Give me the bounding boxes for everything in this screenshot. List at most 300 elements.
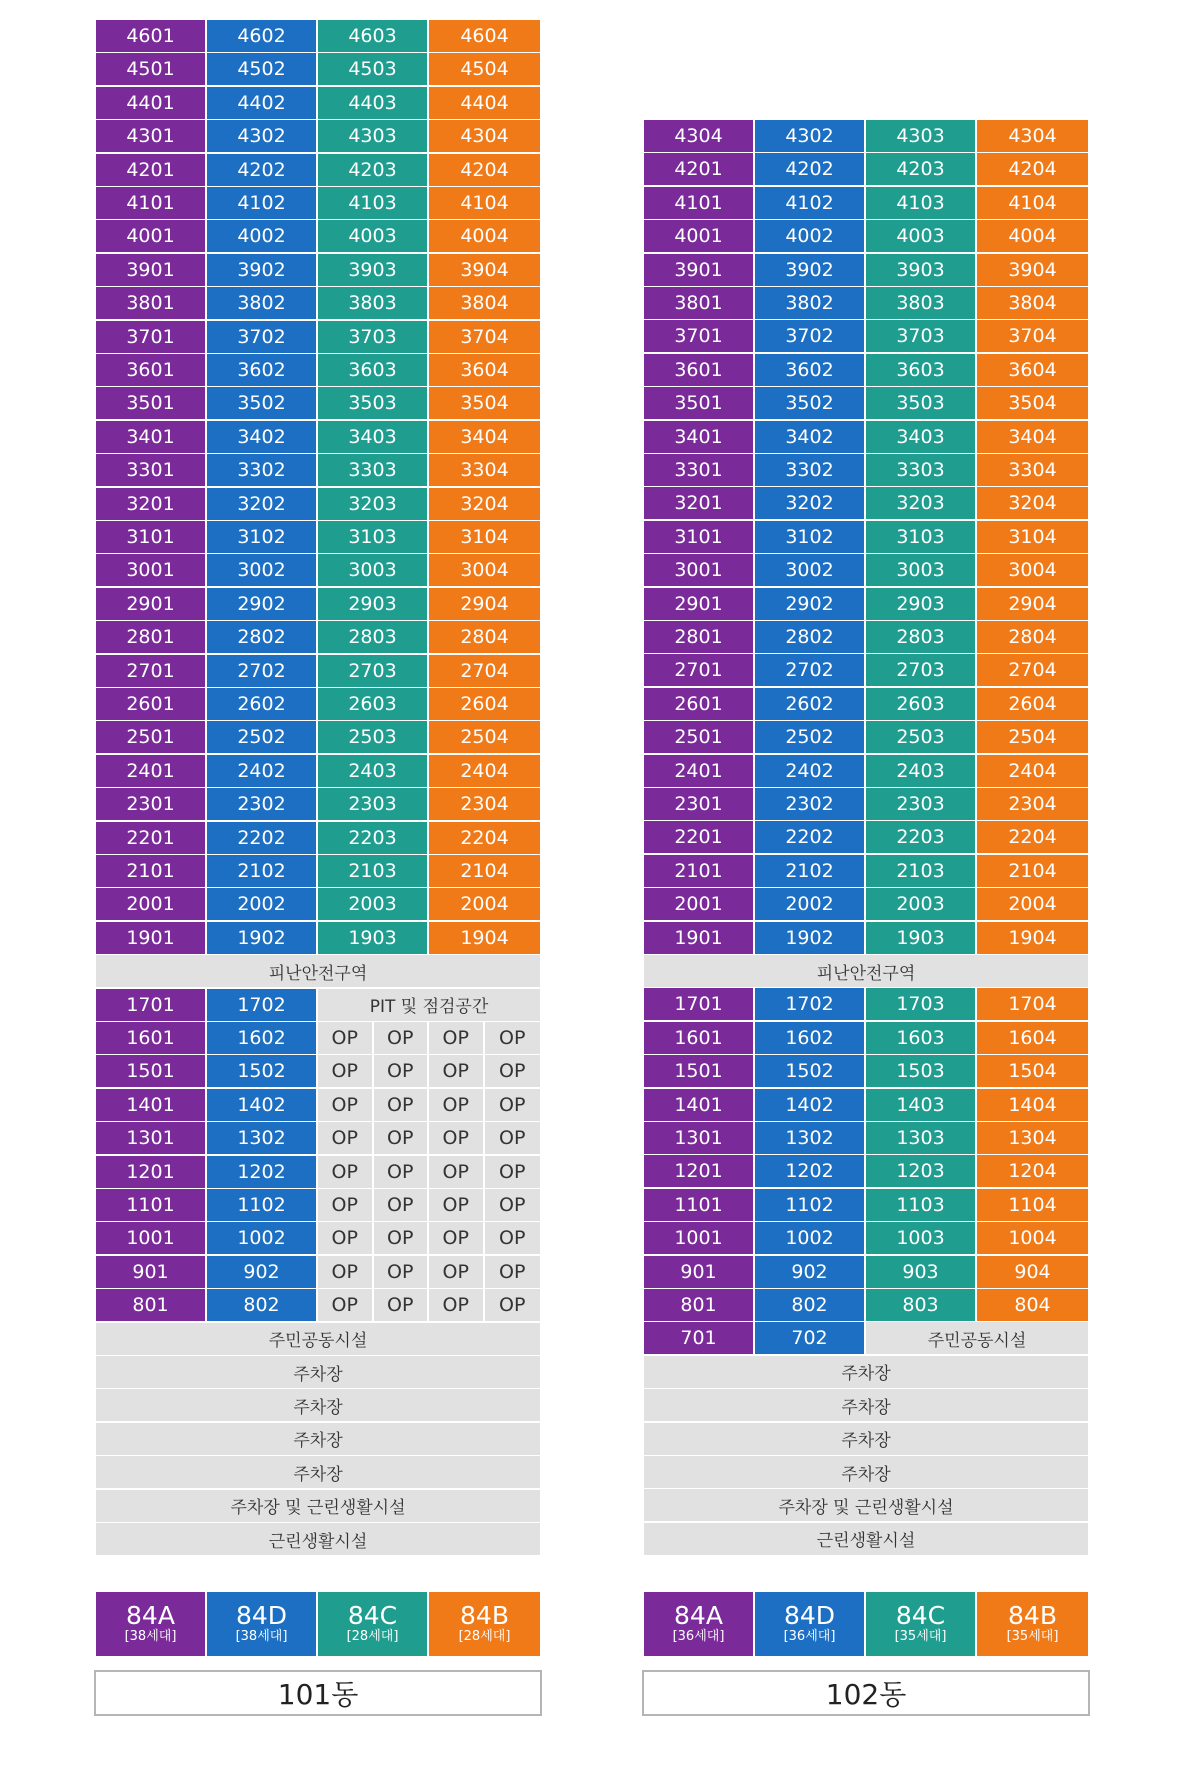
unit-cell: 3103: [866, 521, 977, 553]
unit-cell: 2002: [755, 888, 866, 920]
unit-cell: 4201: [96, 154, 207, 186]
unit-cell: 3404: [429, 421, 540, 453]
unit-cell: 2004: [977, 888, 1088, 920]
unit-cell: 4602: [207, 20, 318, 52]
unit-cell: 3702: [755, 320, 866, 352]
open-space-cell: OP: [374, 1256, 430, 1288]
unit-cell: 3304: [429, 454, 540, 486]
unit-cell: 3403: [866, 421, 977, 453]
unit-cell: 2001: [96, 888, 207, 920]
unit-cell: 4004: [977, 220, 1088, 252]
unit-cell: 1602: [207, 1022, 318, 1054]
facility-label: 주민공동시설: [96, 1323, 540, 1355]
unit-cell: 3301: [644, 454, 755, 486]
unit-cell: 3904: [977, 254, 1088, 286]
unit-cell: 2601: [644, 688, 755, 720]
unit-cell: 1502: [755, 1055, 866, 1087]
open-space-cell: OP: [429, 1289, 485, 1321]
facility-label: 주차장: [96, 1389, 540, 1421]
unit-cell: 2203: [318, 822, 429, 854]
unit-cell: 2701: [644, 654, 755, 686]
unit-cell: 3503: [318, 387, 429, 419]
unit-cell: 3103: [318, 521, 429, 553]
unit-cell: 1001: [644, 1222, 755, 1254]
unit-type-legend-item: [866, 1592, 977, 1656]
open-space-cell: OP: [374, 1289, 430, 1321]
unit-cell: 902: [755, 1256, 866, 1288]
unit-cell: 2101: [644, 855, 755, 887]
unit-cell: 2001: [644, 888, 755, 920]
unit-cell: 2903: [318, 588, 429, 620]
unit-cell: 4601: [96, 20, 207, 52]
unit-cell: 803: [866, 1289, 977, 1321]
unit-cell: 2702: [207, 655, 318, 687]
open-space-cell: OP: [485, 1122, 541, 1154]
unit-cell: 3901: [644, 254, 755, 286]
unit-cell: 2301: [96, 788, 207, 820]
floor-row: [96, 20, 540, 52]
unit-cell: 1304: [977, 1122, 1088, 1154]
unit-cell: 3301: [96, 454, 207, 486]
unit-cell: 801: [644, 1289, 755, 1321]
unit-cell: 3901: [96, 254, 207, 286]
floor-row: [96, 1490, 540, 1522]
unit-cell: 3602: [207, 354, 318, 386]
unit-cell: 4403: [318, 87, 429, 119]
unit-cell: 3402: [207, 421, 318, 453]
unit-cell: 1701: [96, 989, 207, 1021]
unit-cell: 3002: [755, 554, 866, 586]
floor-row: [96, 655, 540, 687]
floor-row: [644, 755, 1088, 787]
open-space-cell: OP: [429, 1222, 485, 1254]
unit-cell: 3202: [755, 487, 866, 519]
unit-cell: 1904: [977, 922, 1088, 954]
open-space-cell: OP: [318, 1122, 374, 1154]
floor-row: [96, 421, 540, 453]
unit-cell: 3504: [429, 387, 540, 419]
unit-cell: 3504: [977, 387, 1088, 419]
unit-cell: 2801: [96, 621, 207, 653]
unit-cell: 2603: [866, 688, 977, 720]
unit-cell: 2803: [866, 621, 977, 653]
floor-row: [644, 1389, 1088, 1421]
floor-row: [644, 1155, 1088, 1187]
floor-row: [644, 320, 1088, 352]
unit-cell: 4203: [318, 154, 429, 186]
unit-cell: 2103: [866, 855, 977, 887]
floor-row: [96, 1256, 540, 1288]
unit-cell: 4301: [96, 120, 207, 152]
unit-cell: 3802: [755, 287, 866, 319]
unit-cell: 2303: [318, 788, 429, 820]
unit-cell: 702: [755, 1322, 866, 1354]
open-space-cell: OP: [374, 1222, 430, 1254]
floor-row: [644, 1489, 1088, 1521]
unit-cell: 1203: [866, 1155, 977, 1187]
unit-cell: 3502: [755, 387, 866, 419]
floor-row: [96, 1456, 540, 1488]
floor-row: [96, 154, 540, 186]
open-space-cell: OP: [374, 1156, 430, 1188]
unit-type-legend-item: [755, 1592, 866, 1656]
unit-cell: 3302: [755, 454, 866, 486]
unit-cell: 4201: [644, 153, 755, 185]
unit-cell: 2401: [644, 755, 755, 787]
facility-label: 주차장: [96, 1356, 540, 1388]
floor-row: [644, 1289, 1088, 1321]
building-102-unit-legend: [644, 1592, 1088, 1656]
unit-cell: 3004: [429, 554, 540, 586]
open-space-cell: OP: [374, 1189, 430, 1221]
unit-cell: 1002: [207, 1222, 318, 1254]
facility-label: 주차장: [644, 1456, 1088, 1488]
unit-cell: 3302: [207, 454, 318, 486]
floor-row: [96, 1523, 540, 1555]
unit-cell: 2704: [429, 655, 540, 687]
unit-cell: 4404: [429, 87, 540, 119]
unit-cell: 1201: [96, 1156, 207, 1188]
unit-cell: 4304: [429, 120, 540, 152]
unit-cell: 3204: [429, 488, 540, 520]
unit-cell: 2901: [644, 588, 755, 620]
floor-row: [96, 87, 540, 119]
unit-cell: 3802: [207, 287, 318, 319]
floor-row: [644, 1322, 1088, 1354]
unit-cell: 1101: [644, 1189, 755, 1221]
floor-row: [644, 1456, 1088, 1488]
unit-cell: 1702: [755, 988, 866, 1020]
floor-row: [644, 855, 1088, 887]
unit-cell: 1101: [96, 1189, 207, 1221]
unit-cell: 4503: [318, 53, 429, 85]
floor-row: [96, 220, 540, 252]
unit-cell: 2201: [96, 822, 207, 854]
unit-cell: 3001: [96, 554, 207, 586]
floor-row: [644, 153, 1088, 185]
unit-cell: 2301: [644, 788, 755, 820]
unit-cell: 3203: [866, 487, 977, 519]
unit-cell: 802: [207, 1289, 318, 1321]
unit-cell: 4102: [207, 187, 318, 219]
open-space-cell: OP: [485, 1055, 541, 1087]
unit-cell: 1102: [755, 1189, 866, 1221]
unit-type-legend-item: [96, 1592, 207, 1656]
floor-row: [96, 1156, 540, 1188]
unit-cell: 4001: [96, 220, 207, 252]
floor-row: [96, 688, 540, 720]
unit-cell: 4402: [207, 87, 318, 119]
unit-cell: 3003: [866, 554, 977, 586]
unit-cell: 2404: [977, 755, 1088, 787]
floor-row: [96, 721, 540, 753]
floor-row: [96, 120, 540, 152]
unit-cell: 2304: [429, 788, 540, 820]
unit-cell: 3601: [96, 354, 207, 386]
unit-cell: 2102: [207, 855, 318, 887]
unit-cell: 4304: [977, 120, 1088, 152]
unit-cell: 4003: [866, 220, 977, 252]
unit-cell: 2403: [318, 755, 429, 787]
unit-cell: 1701: [644, 988, 755, 1020]
unit-cell: 4302: [207, 120, 318, 152]
unit-cell: 3804: [977, 287, 1088, 319]
unit-cell: 4303: [866, 120, 977, 152]
floor-row: [644, 354, 1088, 386]
unit-cell: 2701: [96, 655, 207, 687]
unit-cell: 904: [977, 1256, 1088, 1288]
unit-cell: 3704: [429, 321, 540, 353]
unit-cell: 3101: [96, 521, 207, 553]
unit-cell: 2201: [644, 821, 755, 853]
floor-row: [644, 387, 1088, 419]
unit-cell: 3601: [644, 354, 755, 386]
floor-row: [96, 1389, 540, 1421]
unit-count-label: [38세대]: [124, 1629, 177, 1644]
unit-count-label: [38세대]: [235, 1629, 288, 1644]
unit-cell: 1603: [866, 1022, 977, 1054]
unit-cell: 2402: [207, 755, 318, 787]
floor-row: [644, 554, 1088, 586]
unit-cell: 4501: [96, 53, 207, 85]
unit-cell: 2501: [644, 721, 755, 753]
open-space-cell: OP: [374, 1122, 430, 1154]
unit-cell: 2003: [318, 888, 429, 920]
floor-row: [96, 888, 540, 920]
facility-label: 주차장: [644, 1389, 1088, 1421]
unit-cell: 3702: [207, 321, 318, 353]
open-space-cell: OP: [429, 1156, 485, 1188]
facility-label: 피난안전구역: [96, 955, 540, 987]
unit-cell: 3101: [644, 521, 755, 553]
unit-cell: 3003: [318, 554, 429, 586]
floor-row: [96, 621, 540, 653]
unit-cell: 3403: [318, 421, 429, 453]
unit-cell: 2901: [96, 588, 207, 620]
unit-cell: 802: [755, 1289, 866, 1321]
unit-cell: 1901: [96, 922, 207, 954]
unit-cell: 3104: [429, 521, 540, 553]
unit-cell: 1702: [207, 989, 318, 1021]
floor-row: [644, 654, 1088, 686]
unit-cell: 2504: [977, 721, 1088, 753]
unit-cell: 2203: [866, 821, 977, 853]
floor-row: [96, 254, 540, 286]
floor-row: [644, 421, 1088, 453]
floor-row: [644, 1222, 1088, 1254]
unit-cell: 2103: [318, 855, 429, 887]
unit-type-label: 84A: [126, 1601, 175, 1630]
open-space-cell: OP: [429, 1122, 485, 1154]
floor-row: [96, 1222, 540, 1254]
unit-type-label: 84A: [674, 1601, 723, 1630]
unit-count-label: [28세대]: [346, 1629, 399, 1644]
unit-cell: 1401: [644, 1089, 755, 1121]
open-space-cell: OP: [318, 1055, 374, 1087]
unit-cell: 2504: [429, 721, 540, 753]
unit-cell: 3204: [977, 487, 1088, 519]
unit-cell: 903: [866, 1256, 977, 1288]
open-space-cell: OP: [429, 1022, 485, 1054]
facility-label: 주민공동시설: [866, 1322, 1088, 1354]
unit-type-label: 84B: [460, 1601, 509, 1630]
unit-cell: 3902: [755, 254, 866, 286]
unit-cell: 1103: [866, 1189, 977, 1221]
unit-cell: 4004: [429, 220, 540, 252]
floor-row: [96, 1423, 540, 1455]
unit-cell: 3701: [96, 321, 207, 353]
unit-cell: 804: [977, 1289, 1088, 1321]
unit-cell: 701: [644, 1322, 755, 1354]
facility-label: 주차장 및 근린생활시설: [644, 1489, 1088, 1521]
floor-row: [96, 955, 540, 987]
unit-cell: 2604: [429, 688, 540, 720]
unit-cell: 4202: [207, 154, 318, 186]
unit-cell: 3902: [207, 254, 318, 286]
building-101-unit-legend: [96, 1592, 540, 1656]
unit-cell: 1601: [96, 1022, 207, 1054]
floor-row: [644, 688, 1088, 720]
unit-cell: 4101: [96, 187, 207, 219]
unit-cell: 2602: [755, 688, 866, 720]
open-space-cell: OP: [485, 1289, 541, 1321]
floor-row: [96, 1289, 540, 1321]
unit-cell: 3704: [977, 320, 1088, 352]
floor-row: [96, 1022, 540, 1054]
floor-row: [96, 321, 540, 353]
open-space-cell: OP: [485, 1256, 541, 1288]
unit-cell: 1602: [755, 1022, 866, 1054]
building-102-stack: [644, 120, 1088, 1557]
unit-cell: 2002: [207, 888, 318, 920]
open-space-cell: OP: [318, 1156, 374, 1188]
unit-cell: 3402: [755, 421, 866, 453]
unit-cell: 3602: [755, 354, 866, 386]
floor-row: [644, 1523, 1088, 1555]
unit-cell: 2503: [866, 721, 977, 753]
floor-row: [96, 454, 540, 486]
unit-cell: 3703: [318, 321, 429, 353]
unit-cell: 1004: [977, 1222, 1088, 1254]
facility-label: 주차장: [644, 1423, 1088, 1455]
unit-cell: 1102: [207, 1189, 318, 1221]
unit-cell: 2703: [866, 654, 977, 686]
unit-cell: 2004: [429, 888, 540, 920]
unit-cell: 2204: [429, 822, 540, 854]
unit-cell: 4603: [318, 20, 429, 52]
unit-cell: 1902: [207, 922, 318, 954]
unit-cell: 2104: [977, 855, 1088, 887]
facility-label: 주차장 및 근린생활시설: [96, 1490, 540, 1522]
unit-cell: 2404: [429, 755, 540, 787]
unit-cell: 1502: [207, 1055, 318, 1087]
open-space-cell: OP: [485, 1222, 541, 1254]
facility-label: 주차장: [644, 1356, 1088, 1388]
open-space-cell: OP: [318, 1189, 374, 1221]
unit-type-legend-item: [644, 1592, 755, 1656]
unit-cell: 2104: [429, 855, 540, 887]
unit-cell: 1401: [96, 1089, 207, 1121]
unit-cell: 902: [207, 1256, 318, 1288]
unit-cell: 1903: [318, 922, 429, 954]
open-space-cell: OP: [485, 1022, 541, 1054]
unit-cell: 2302: [755, 788, 866, 820]
floor-row: [96, 554, 540, 586]
unit-cell: 3203: [318, 488, 429, 520]
unit-count-label: [28세대]: [458, 1629, 511, 1644]
unit-cell: 4002: [755, 220, 866, 252]
unit-cell: 4302: [755, 120, 866, 152]
unit-cell: 3603: [866, 354, 977, 386]
unit-cell: 2402: [755, 755, 866, 787]
unit-cell: 2703: [318, 655, 429, 687]
unit-cell: 2902: [207, 588, 318, 620]
unit-cell: 2101: [96, 855, 207, 887]
unit-cell: 4204: [429, 154, 540, 186]
floor-row: [96, 788, 540, 820]
unit-cell: 2202: [755, 821, 866, 853]
unit-cell: 3201: [96, 488, 207, 520]
unit-cell: 2802: [755, 621, 866, 653]
floor-row: [96, 354, 540, 386]
unit-cell: 4202: [755, 153, 866, 185]
unit-cell: 3001: [644, 554, 755, 586]
floor-row: [644, 1022, 1088, 1054]
unit-count-label: [36세대]: [783, 1629, 836, 1644]
floor-row: [644, 1256, 1088, 1288]
open-space-cell: OP: [429, 1256, 485, 1288]
floor-row: [644, 487, 1088, 519]
floor-row: [96, 488, 540, 520]
unit-cell: 1902: [755, 922, 866, 954]
unit-cell: 1504: [977, 1055, 1088, 1087]
unit-cell: 2102: [755, 855, 866, 887]
floor-row: [644, 254, 1088, 286]
facility-label: 근린생활시설: [96, 1523, 540, 1555]
open-space-cell: OP: [485, 1189, 541, 1221]
unit-cell: 2601: [96, 688, 207, 720]
unit-cell: 3502: [207, 387, 318, 419]
unit-cell: 2704: [977, 654, 1088, 686]
unit-cell: 4203: [866, 153, 977, 185]
unit-type-label: 84C: [347, 1601, 398, 1630]
unit-cell: 4104: [977, 187, 1088, 219]
unit-cell: 1201: [644, 1155, 755, 1187]
unit-cell: 1501: [96, 1055, 207, 1087]
floor-row: [644, 1189, 1088, 1221]
floor-row: [96, 1089, 540, 1121]
unit-cell: 2302: [207, 788, 318, 820]
unit-cell: 1703: [866, 988, 977, 1020]
unit-cell: 2501: [96, 721, 207, 753]
unit-cell: 1204: [977, 1155, 1088, 1187]
facility-label: 근린생활시설: [644, 1523, 1088, 1555]
unit-cell: 2304: [977, 788, 1088, 820]
unit-cell: 4204: [977, 153, 1088, 185]
open-space-cell: OP: [318, 1022, 374, 1054]
unit-type-label: 84D: [783, 1601, 836, 1630]
floor-row: [96, 1122, 540, 1154]
floor-row: [644, 187, 1088, 219]
facility-label: 주차장: [96, 1456, 540, 1488]
unit-cell: 1904: [429, 922, 540, 954]
unit-cell: 3102: [755, 521, 866, 553]
unit-cell: 2904: [977, 588, 1088, 620]
unit-count-label: [35세대]: [1006, 1629, 1059, 1644]
unit-cell: 1202: [207, 1156, 318, 1188]
unit-cell: 3904: [429, 254, 540, 286]
unit-cell: 2403: [866, 755, 977, 787]
